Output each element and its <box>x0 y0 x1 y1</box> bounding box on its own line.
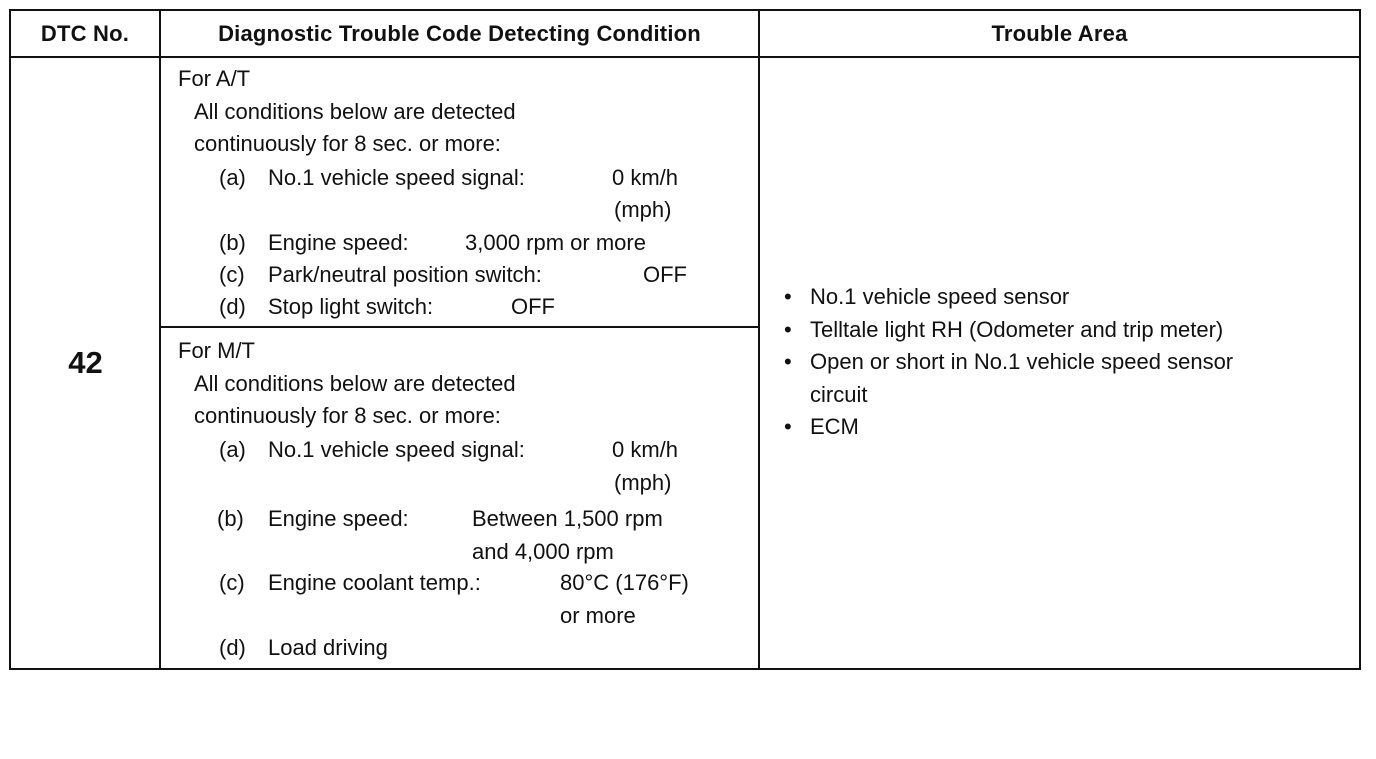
dtc-code: 42 <box>68 345 103 380</box>
at-d-label: (d) <box>219 294 246 319</box>
list-item-continuation <box>780 379 1233 412</box>
at-d-value: OFF <box>511 294 555 319</box>
condition-row-divider <box>161 326 758 328</box>
mt-d-label: (d) <box>219 635 246 660</box>
mt-b-label: (b) <box>217 506 244 531</box>
bullet-icon: • <box>784 284 792 309</box>
list-item <box>780 411 1233 444</box>
list-item <box>780 314 1233 347</box>
at-intro-line-1: All conditions below are detected <box>194 99 516 124</box>
at-title: For A/T <box>178 66 251 91</box>
mt-c-text: Engine coolant temp.: <box>268 570 481 595</box>
mt-a-value-unit: (mph) <box>614 470 672 495</box>
at-c-value: OFF <box>643 262 687 287</box>
at-b-value: 3,000 rpm or more <box>465 230 646 255</box>
at-a-text: No.1 vehicle speed signal: <box>268 165 525 190</box>
mt-c-value-cont: or more <box>560 603 636 628</box>
at-c-label: (c) <box>219 262 245 287</box>
at-c-text: Park/neutral position switch: <box>268 262 542 287</box>
at-a-value: 0 km/h <box>612 165 679 190</box>
header-divider <box>11 56 1359 58</box>
mt-a-value: 0 km/h <box>612 437 679 462</box>
mt-c-value: 80°C (176°F) <box>560 570 689 595</box>
bullet-icon: • <box>784 414 792 439</box>
trouble-area-list <box>780 281 1233 444</box>
mt-intro-line-1: All conditions below are detected <box>194 371 516 396</box>
at-d-text: Stop light switch: <box>268 294 434 319</box>
mt-a-label: (a) <box>219 437 246 462</box>
bullet-icon: • <box>784 316 792 342</box>
header-detecting-condition: Diagnostic Trouble Code Detecting Condition <box>218 20 701 46</box>
trouble-area-item-text: ECM <box>810 414 859 439</box>
mt-b-value: Between 1,500 rpm <box>472 506 663 531</box>
trouble-area-item-text: circuit <box>810 381 868 407</box>
at-a-label: (a) <box>219 165 246 190</box>
at-intro-line-2: continuously for 8 sec. or more: <box>194 131 501 156</box>
mt-d-text: Load driving <box>268 635 388 660</box>
at-b-text: Engine speed: <box>268 230 409 255</box>
mt-b-text: Engine speed: <box>268 506 409 531</box>
column-divider-2 <box>758 11 760 668</box>
mt-a-text: No.1 vehicle speed signal: <box>268 437 525 462</box>
mt-b-value-cont: and 4,000 rpm <box>472 539 614 564</box>
mt-title: For M/T <box>178 338 255 363</box>
header-dtc-no: DTC No. <box>40 20 130 46</box>
bullet-icon: • <box>784 349 792 374</box>
mt-c-label: (c) <box>219 570 245 595</box>
trouble-area-item-text: No.1 vehicle speed sensor <box>810 284 1070 309</box>
list-item <box>780 281 1233 314</box>
header-trouble-area: Trouble Area <box>991 20 1128 46</box>
trouble-area-item-text: Open or short in No.1 vehicle speed sensor <box>810 349 1234 374</box>
at-b-label: (b) <box>219 230 246 255</box>
trouble-area-item-text: Telltale light RH (Odometer and trip meter) <box>810 316 1224 342</box>
list-item <box>780 346 1233 379</box>
mt-intro-line-2: continuously for 8 sec. or more: <box>194 403 501 428</box>
at-a-value-unit: (mph) <box>614 197 672 222</box>
